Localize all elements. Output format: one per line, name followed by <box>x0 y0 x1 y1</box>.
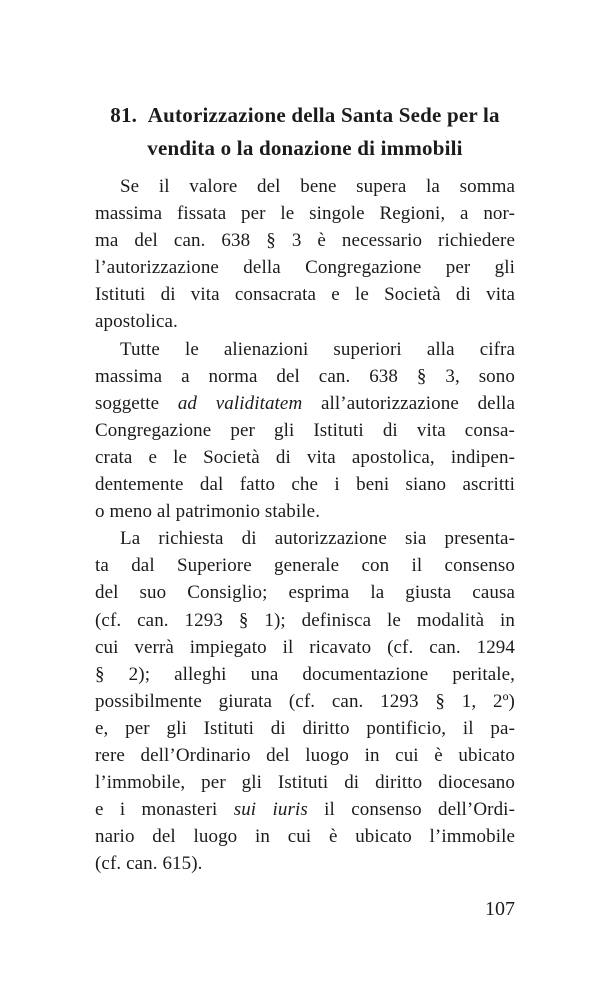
text-line <box>95 363 515 390</box>
text-line <box>95 525 515 552</box>
text-line <box>95 498 515 525</box>
text-line <box>95 850 515 877</box>
text-column <box>95 99 515 877</box>
text-line <box>95 471 515 498</box>
body-text <box>95 173 515 877</box>
text-run: Tutte le alienazioni superiori alla cifra <box>120 338 515 360</box>
text-run: La richiesta di autorizzazione sia presenta- <box>120 528 515 550</box>
text-run: dentemente dal fatto che i beni siano ascritti <box>95 474 515 496</box>
text-line <box>95 742 515 769</box>
text-run: e, per gli Istituti di diritto pontificio, il pa- <box>95 717 515 739</box>
text-run: l’immobile, per gli Istituti di diritto diocesano <box>95 772 515 794</box>
text-run: cui verrà impiegato il ricavato (cf. can. 1294 <box>95 636 515 658</box>
paragraph <box>95 173 515 336</box>
paragraph <box>95 336 515 526</box>
text-line <box>95 607 515 634</box>
text-run: possibilmente giurata (cf. can. 1293 § 1, 2º) <box>95 690 515 712</box>
text-line <box>95 579 515 606</box>
text-run: (cf. can. 615). <box>95 853 203 875</box>
text-run: ma del can. 638 § 3 è necessario richiedere <box>95 230 515 252</box>
text-line <box>95 634 515 661</box>
section-heading-line-1: 81. Autorizzazione della Santa Sede per la <box>110 103 500 127</box>
text-run: (cf. can. 1293 § 1); definisca le modalità in <box>95 609 515 631</box>
text-line <box>95 336 515 363</box>
text-run: apostolica. <box>95 311 178 333</box>
text-run: il consenso dell’Ordi- <box>307 799 515 821</box>
text-run: Se il valore del bene supera la somma <box>120 176 515 197</box>
text-line <box>95 173 515 200</box>
text-line <box>95 688 515 715</box>
text-run: ta dal Superiore generale con il consenso <box>95 555 515 577</box>
text-run: del suo Consiglio; esprima la giusta causa <box>95 582 515 604</box>
text-line <box>95 281 515 308</box>
text-line <box>95 715 515 742</box>
text-run: nario del luogo in cui è ubicato l’immobile <box>95 826 515 848</box>
text-line <box>95 823 515 850</box>
text-line <box>95 200 515 227</box>
page-number: 107 <box>485 898 515 920</box>
text-run: Istituti di vita consacrata e le Società di vita <box>95 284 515 306</box>
text-run: Congregazione per gli Istituti di vita consa- <box>95 419 515 441</box>
text-run: crata e le Società di vita apostolica, indipen- <box>95 446 515 468</box>
text-line <box>95 227 515 254</box>
text-line <box>95 444 515 471</box>
italic-text-run: sui iuris <box>233 799 308 821</box>
text-run: all’autorizzazione della <box>302 392 515 414</box>
text-run: massima a norma del can. 638 § 3, sono <box>95 365 515 387</box>
text-run: rere dell’Ordinario del luogo in cui è ubicato <box>95 744 515 766</box>
italic-text-run: ad validitatem <box>177 392 303 414</box>
text-run: massima fissata per le singole Regioni, a nor- <box>95 203 515 225</box>
section-heading <box>95 99 515 165</box>
paragraph <box>95 525 515 877</box>
text-run: soggette <box>95 392 178 414</box>
text-line <box>95 769 515 796</box>
text-line <box>95 796 515 823</box>
text-line <box>95 308 515 335</box>
text-line <box>95 661 515 688</box>
text-line <box>95 417 515 444</box>
text-line <box>95 552 515 579</box>
text-line <box>95 390 515 417</box>
text-run: § 2); alleghi una documentazione peritale, <box>95 663 515 685</box>
text-run: l’autorizzazione della Congregazione per gli <box>95 257 515 279</box>
section-heading-line-2: vendita o la donazione di immobili <box>147 136 463 160</box>
text-line <box>95 254 515 281</box>
text-run: o meno al patrimonio stabile. <box>95 501 321 523</box>
text-run: e i monasteri <box>95 799 234 821</box>
